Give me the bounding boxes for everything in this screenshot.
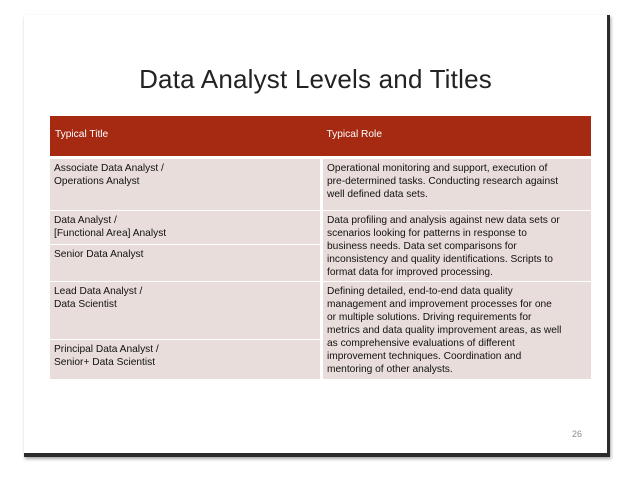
header-typical-role: Typical Role: [322, 116, 592, 158]
role-line: or multiple solutions. Driving requirements for: [327, 312, 532, 323]
title-line: Principal Data Analyst /: [54, 344, 159, 355]
role-line: Operational monitoring and support, execution of: [327, 163, 548, 174]
table-row: [50, 282, 591, 340]
role-line: as comprehensive evaluations of different: [327, 338, 515, 349]
role-line: improvement techniques. Coordination and: [327, 351, 522, 362]
role-line: metrics and data quality improvement areas, as well: [327, 325, 562, 336]
levels-table: [50, 116, 591, 380]
role-line: format data for improved processing.: [327, 267, 493, 278]
title-cell-principal: [50, 340, 322, 380]
title-line: Data Analyst /: [54, 215, 117, 226]
slide-title: Data Analyst Levels and Titles: [139, 64, 492, 94]
role-line: Data profiling and analysis against new data sets or: [327, 215, 560, 226]
table-row: [50, 211, 591, 245]
role-line: business needs. Data set comparisons for: [327, 241, 517, 252]
role-line: inconsistency and quality identifications. Scripts to: [327, 254, 553, 265]
role-cell-lead: [322, 282, 592, 380]
title-line: Data Scientist: [54, 299, 117, 310]
title-cell-associate: [50, 158, 322, 211]
role-cell-associate: [322, 158, 592, 211]
title-cell-lead: [50, 282, 322, 340]
slide: [24, 15, 610, 457]
title-line: Lead Data Analyst /: [54, 286, 143, 297]
header-typical-title: Typical Title: [50, 116, 322, 158]
title-line: Operations Analyst: [54, 176, 140, 187]
title-cell-senior: [50, 245, 322, 282]
title-line: Senior Data Analyst: [54, 249, 144, 260]
role-line: mentoring of other analysts.: [327, 364, 453, 375]
title-line: Senior+ Data Scientist: [54, 357, 156, 368]
page-number: 26: [571, 429, 582, 439]
role-line: pre-determined tasks. Conducting research against: [327, 176, 559, 187]
title-line: Associate Data Analyst /: [54, 163, 164, 174]
title-cell-data-analyst: [50, 211, 322, 245]
role-line: management and improvement processes for one: [327, 299, 552, 310]
table-header-row: [50, 116, 591, 158]
role-line: scenarios looking for patterns in response to: [327, 228, 527, 239]
role-cell-data-analyst: [322, 211, 592, 282]
role-line: Defining detailed, end-to-end data quality: [327, 286, 513, 297]
table-row: [50, 158, 591, 211]
role-line: well defined data sets.: [327, 189, 428, 200]
title-line: [Functional Area] Analyst: [54, 228, 167, 239]
